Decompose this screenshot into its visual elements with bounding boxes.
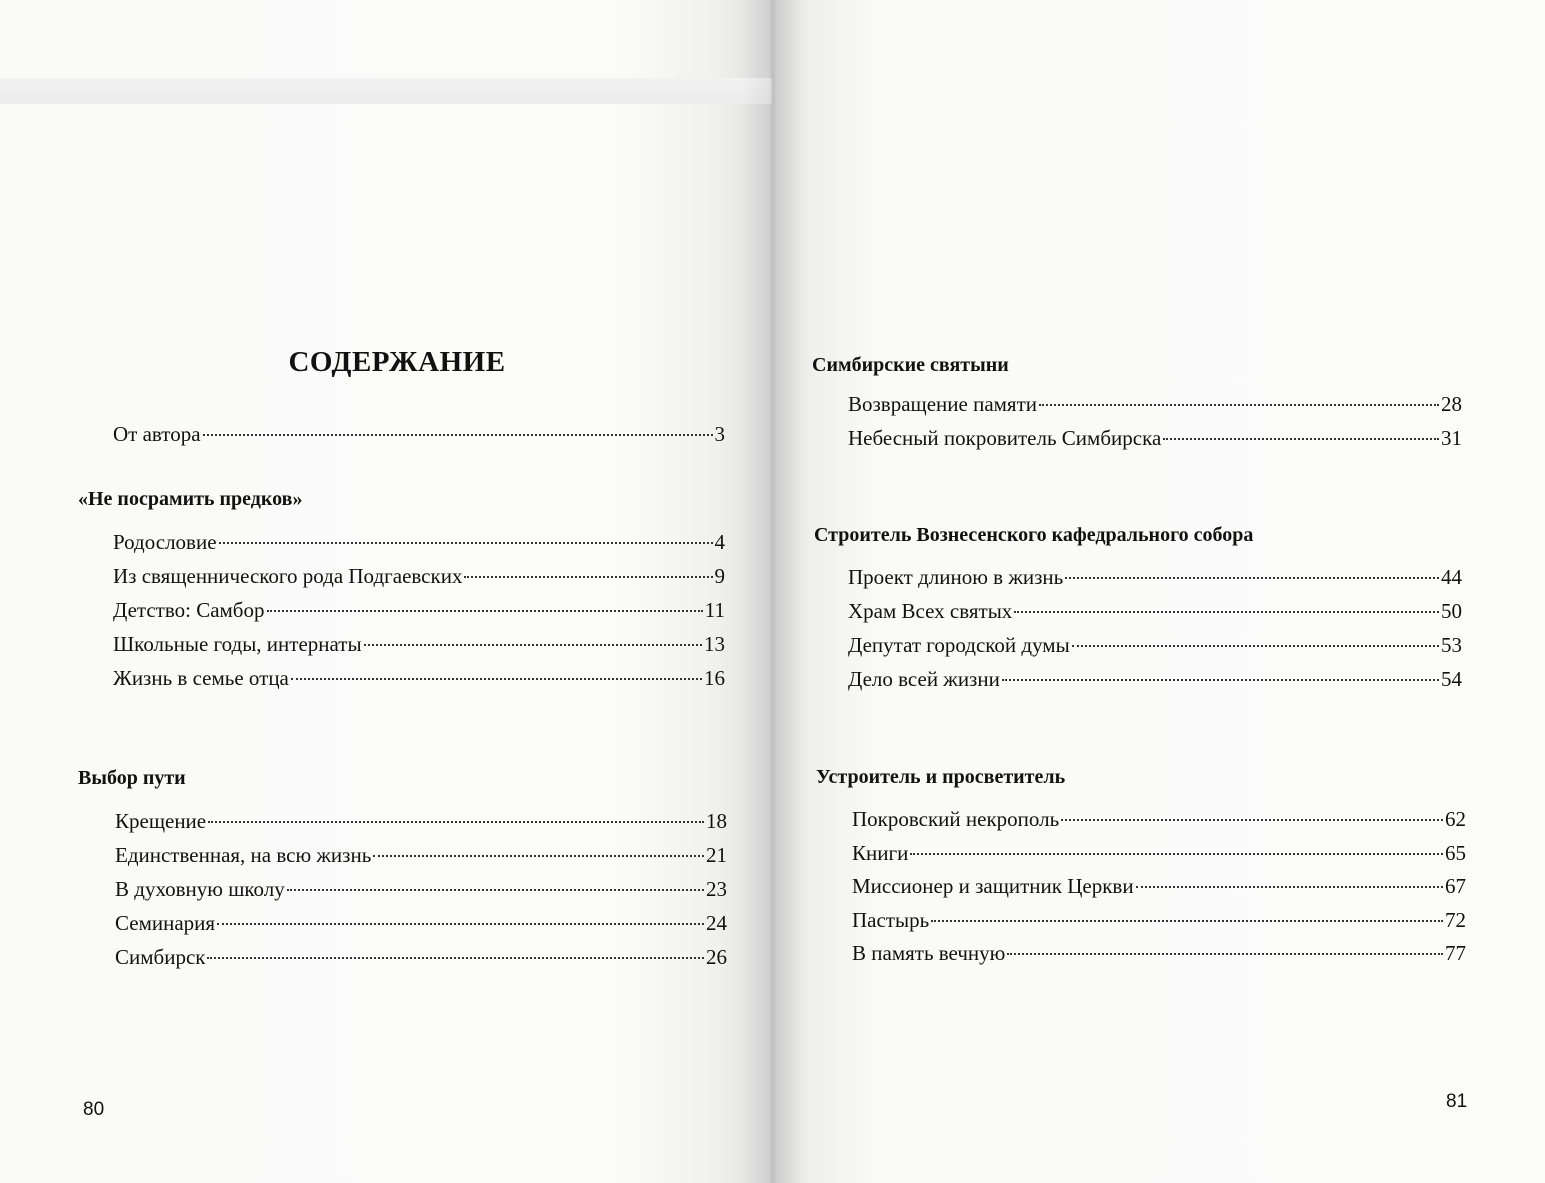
toc-entry-page: 11 (704, 598, 725, 622)
section-heading: Строитель Вознесенского кафедрального собора (814, 524, 1254, 546)
toc-entry-title: Симбирск (115, 945, 206, 969)
leader-dots (203, 434, 713, 436)
toc-entry-page: 26 (706, 945, 727, 969)
toc-entry-page: 21 (706, 843, 727, 867)
leader-dots (291, 678, 702, 680)
toc-entry (115, 840, 727, 870)
toc-entry-title: Миссионер и защитник Церкви (852, 874, 1134, 898)
toc-entry-page: 67 (1445, 874, 1466, 898)
leader-dots (1136, 886, 1443, 888)
toc-entry-page: 50 (1441, 599, 1462, 623)
toc-entry (852, 938, 1466, 968)
toc-entry (113, 561, 725, 591)
section-heading: Симбирские святыни (812, 354, 1009, 376)
toc-entry (848, 562, 1462, 592)
toc-entry-page: 13 (704, 632, 725, 656)
toc-entry-page: 28 (1441, 392, 1462, 416)
toc-entry (115, 806, 727, 836)
right-page (772, 0, 1545, 1183)
toc-entry-page: 62 (1445, 807, 1466, 831)
leader-dots (1014, 611, 1439, 613)
left-page (0, 0, 772, 1183)
leader-dots (931, 920, 1443, 922)
toc-entry (113, 595, 725, 625)
toc-entry-title: Покровский некрополь (852, 807, 1060, 831)
leader-dots (364, 644, 702, 646)
toc-entry (115, 908, 727, 938)
toc-entry-title: Возвращение памяти (848, 392, 1037, 416)
leader-dots (910, 853, 1443, 855)
toc-entry (852, 838, 1466, 868)
toc-entry (115, 874, 727, 904)
toc-entry-title: В память вечную (852, 941, 1006, 965)
toc-entry (113, 419, 725, 449)
toc-entry-title: От автора (113, 422, 201, 446)
toc-entry-page: 31 (1441, 426, 1462, 450)
toc-entry-title: Из священнического рода Подгаевских (113, 564, 463, 588)
leader-dots (1039, 404, 1439, 406)
section-heading: Выбор пути (78, 767, 186, 789)
leader-dots (1002, 679, 1439, 681)
toc-entry (848, 596, 1462, 626)
leader-dots (373, 855, 704, 857)
toc-entry-page: 18 (706, 809, 727, 833)
toc-entry-title: Небесный покровитель Симбирска (848, 426, 1162, 450)
toc-entry-page: 53 (1441, 633, 1462, 657)
leader-dots (464, 576, 712, 578)
leader-dots (267, 610, 703, 612)
toc-entry-title: Книги (852, 841, 909, 865)
page-number: 81 (1446, 1091, 1468, 1112)
toc-entry (115, 942, 727, 972)
toc-entry (848, 389, 1462, 419)
toc-entry-page: 3 (714, 422, 725, 446)
toc-entry (848, 423, 1462, 453)
leader-dots (219, 542, 713, 544)
toc-entry-page: 4 (714, 530, 725, 554)
toc-entry-title: Семинария (115, 911, 216, 935)
toc-entry-page: 77 (1445, 941, 1466, 965)
toc-entry-page: 72 (1445, 908, 1466, 932)
toc-entry-title: Депутат городской думы (848, 633, 1070, 657)
toc-entry (852, 905, 1466, 935)
toc-entry-page: 23 (706, 877, 727, 901)
toc-entry-title: Единственная, на всю жизнь (115, 843, 372, 867)
toc-entry (113, 663, 725, 693)
toc-entry (848, 664, 1462, 694)
leader-dots (1007, 953, 1443, 955)
toc-entry-title: Пастырь (852, 908, 930, 932)
toc-entry (852, 804, 1466, 834)
section-heading: Устроитель и просветитель (816, 766, 1066, 788)
toc-entry-page: 16 (704, 666, 725, 690)
toc-entry-page: 54 (1441, 667, 1462, 691)
toc-entry-page: 65 (1445, 841, 1466, 865)
toc-entry-title: В духовную школу (115, 877, 285, 901)
leader-dots (1061, 819, 1443, 821)
toc-entry-page: 24 (706, 911, 727, 935)
toc-entry-page: 44 (1441, 565, 1462, 589)
toc-entry-title: Родословие (113, 530, 217, 554)
leader-dots (1072, 645, 1439, 647)
toc-entry-title: Школьные годы, интернаты (113, 632, 362, 656)
leader-dots (287, 889, 704, 891)
leader-dots (1163, 438, 1439, 440)
toc-entry-title: Дело всей жизни (848, 667, 1000, 691)
leader-dots (208, 821, 704, 823)
toc-entry (848, 630, 1462, 660)
toc-entry (113, 527, 725, 557)
section-heading: «Не посрамить предков» (78, 488, 303, 510)
toc-entry-title: Проект длиною в жизнь (848, 565, 1064, 589)
leader-dots (217, 923, 704, 925)
toc-entry-title: Крещение (115, 809, 207, 833)
toc-entry (113, 629, 725, 659)
toc-entry-title: Детство: Самбор (113, 598, 265, 622)
contents-title: СОДЕРЖАНИЕ (288, 346, 506, 378)
leader-dots (207, 957, 704, 959)
toc-entry-title: Жизнь в семье отца (113, 666, 289, 690)
toc-entry-title: Храм Всех святых (848, 599, 1013, 623)
page-number: 80 (83, 1099, 105, 1120)
leader-dots (1065, 577, 1439, 579)
scan-band (0, 78, 772, 104)
toc-entry-page: 9 (714, 564, 725, 588)
toc-entry (852, 871, 1466, 901)
